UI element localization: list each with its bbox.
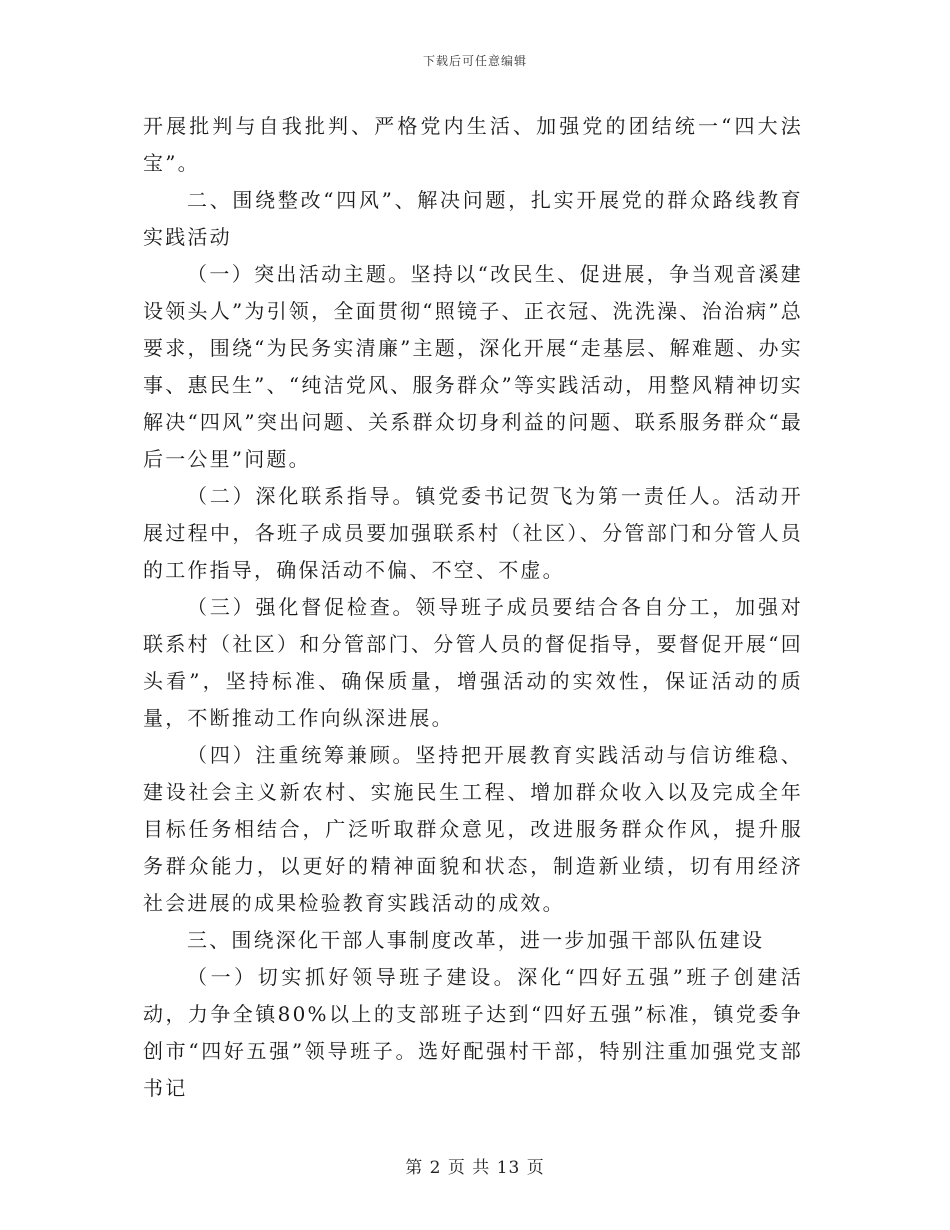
section-heading-two: 二、围绕整改“四风”、解决问题，扎实开展党的群众路线教育实践活动 bbox=[143, 188, 803, 249]
page-header: 下载后可任意编辑 bbox=[422, 54, 527, 68]
page-number: 第 2 页 共 13 页 bbox=[405, 1158, 545, 1178]
paragraph-item-1: （一）突出活动主题。坚持以“改民生、促进展，争当观音溪建设领头人”为引领，全面贯彻“照镜子、正衣冠、洗洗澡、治治病”总要求，围绕“为民务实清廉”主题，深化开展“走基层、解难题、办实事、惠民生”、“纯洁党风、服务群众”等实践活动，用整风精神切实解决“四风”突出问题、关系群众切身利益的问题、联系服务群众“最后一公里”问题。 bbox=[143, 262, 803, 471]
paragraph-continuation: 开展批判与自我批判、严格党内生活、加强党的团结统一“四大法宝”。 bbox=[143, 114, 803, 175]
paragraph-item-4: （四）注重统筹兼顾。坚持把开展教育实践活动与信访维稳、建设社会主义新农村、实施民生工程、增加群众收入以及完成全年目标任务相结合，广泛听取群众意见，改进服务群众作风，提升服务群众能力，以更好的精神面貌和状态，制造新业绩，切有用经济社会进展的成果检验教育实践活动的成效。 bbox=[143, 743, 803, 915]
document-body bbox=[143, 108, 803, 1107]
paragraph-item-3: （三）强化督促检查。领导班子成员要结合各自分工，加强对联系村（社区）和分管部门、分管人员的督促指导，要督促开展“回头看”，坚持标准、确保质量，增强活动的实效性，保证活动的质量，不断推动工作向纵深进展。 bbox=[143, 595, 803, 730]
paragraph-item-5: （一）切实抓好领导班子建设。深化“四好五强”班子创建活动，力争全镇80%以上的支部班子达到“四好五强”标准，镇党委争创市“四好五强”领导班子。选好配强村干部，特别注重加强党支部书记 bbox=[143, 965, 803, 1100]
paragraph-item-2: （二）深化联系指导。镇党委书记贺飞为第一责任人。活动开展过程中，各班子成员要加强联系村（社区）、分管部门和分管人员的工作指导，确保活动不偏、不空、不虚。 bbox=[143, 484, 803, 582]
section-heading-three: 三、围绕深化干部人事制度改革，进一步加强干部队伍建设 bbox=[187, 928, 765, 952]
